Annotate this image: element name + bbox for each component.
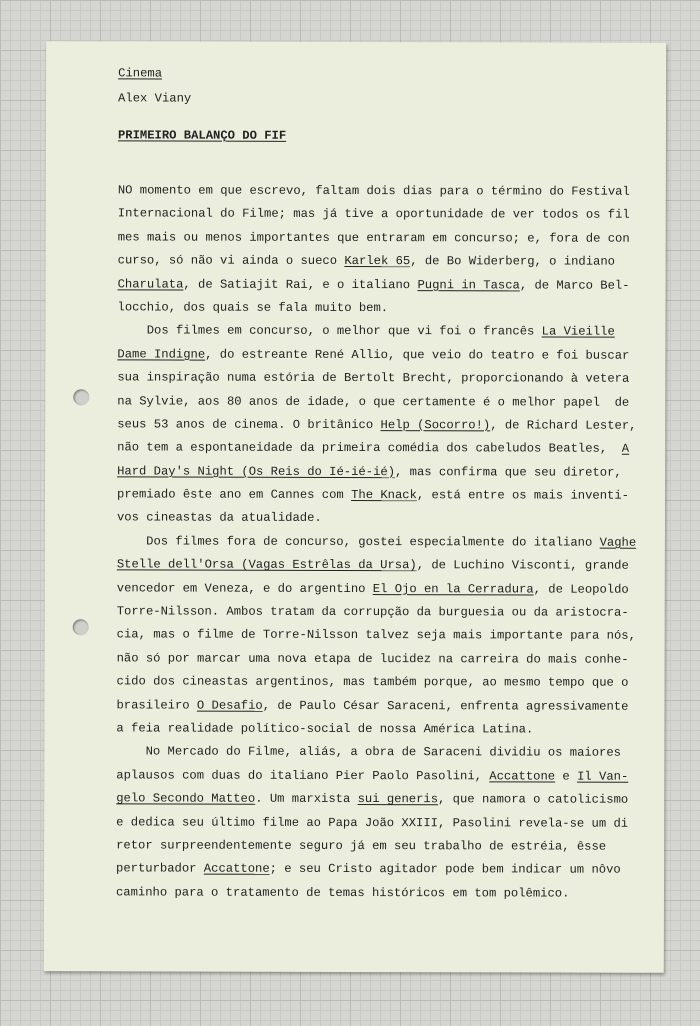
text-segment: caminho para o tratamento de temas históricos em tom polêmico. bbox=[115, 885, 570, 901]
text-line bbox=[117, 367, 657, 392]
text-line bbox=[118, 203, 658, 228]
text-segment: Dos filmes fora de concurso, gostei especialmente do italiano bbox=[116, 534, 600, 550]
text-line bbox=[117, 390, 657, 415]
text-line bbox=[117, 413, 657, 438]
underlined-title: sui generis bbox=[357, 792, 439, 807]
text-line bbox=[117, 483, 657, 508]
text-line bbox=[116, 858, 656, 883]
text-segment: a feia realidade político-social de nossa América Latina. bbox=[116, 721, 534, 737]
text-segment: , do estreante René Allio, que veio do teatro e foi buscar bbox=[205, 347, 630, 363]
text-line bbox=[116, 834, 656, 859]
underlined-title: Charulata bbox=[117, 276, 184, 292]
text-segment: cido dos cineastas argentinos, mas também porque, ao mesmo tempo que o bbox=[116, 674, 629, 690]
text-line bbox=[117, 671, 657, 696]
text-segment: Internacional do Filme; mas já tive a oportunidade de ver todos os fil bbox=[117, 206, 630, 223]
text-segment: seus 53 anos de cinema. O britânico bbox=[117, 417, 381, 432]
page-header bbox=[118, 61, 191, 111]
text-segment: na Sylvie, aos 80 anos de idade, o que certamente é o melhor papel de bbox=[117, 393, 630, 410]
text-segment: ; e seu Cristo agitador pode bem indicar um nôvo bbox=[269, 862, 621, 878]
underlined-title: La Vieille bbox=[541, 324, 615, 340]
underlined-title: Help (Socorro!) bbox=[380, 417, 491, 433]
text-segment: , de Richard Lester, bbox=[490, 418, 637, 433]
underlined-title: Pugni in Tasca bbox=[417, 277, 520, 292]
text-segment: e dedica seu último filme ao Papa João XXIII, Pasolini revela-se um di bbox=[116, 814, 629, 831]
text-line bbox=[116, 764, 656, 789]
text-line bbox=[117, 343, 657, 368]
text-segment: , de Bo Widerberg, o indiano bbox=[410, 254, 616, 269]
text-line bbox=[117, 507, 657, 532]
text-line bbox=[117, 624, 657, 649]
underlined-title: Il Van- bbox=[577, 769, 629, 784]
text-segment: , mas confirma que seu diretor, bbox=[394, 464, 622, 480]
text-line bbox=[116, 717, 656, 742]
underlined-title: Vaghe bbox=[599, 535, 637, 550]
text-line bbox=[117, 600, 657, 625]
punch-hole bbox=[73, 389, 89, 405]
text-segment: , de Paulo César Saraceni, enfrenta agressivamente bbox=[262, 698, 629, 714]
punch-hole bbox=[73, 619, 89, 635]
author-name: Alex Viany bbox=[118, 91, 192, 106]
underlined-title: O Desafio bbox=[196, 698, 263, 713]
text-segment: mes mais ou menos importantes que entraram em concurso; e, fora de con bbox=[117, 230, 630, 246]
text-line bbox=[116, 881, 656, 906]
text-line bbox=[116, 811, 656, 836]
underlined-title: Karlek 65 bbox=[344, 254, 411, 269]
text-segment: locchio, dos quais se fala muito bem. bbox=[117, 300, 389, 316]
text-segment: . Um marxista bbox=[255, 791, 358, 807]
text-line bbox=[117, 437, 657, 462]
text-segment: vos cineastas da atualidade. bbox=[116, 510, 322, 526]
text-segment: cia, mas o filme de Torre-Nilsson talvez seja mais importante para nós, bbox=[116, 627, 636, 644]
text-segment: No Mercado do Filme, aliás, a obra de Saraceni dividiu os maiores bbox=[116, 744, 622, 761]
typewritten-page bbox=[44, 41, 666, 973]
text-line bbox=[116, 694, 656, 719]
text-segment: , de Marco Bel- bbox=[519, 277, 630, 293]
article-title: PRIMEIRO BALANÇO DO FIF bbox=[117, 128, 287, 143]
text-line bbox=[117, 530, 657, 555]
text-segment: , que namora o catolicismo bbox=[438, 792, 629, 807]
underlined-title: Dame Indigne bbox=[117, 347, 206, 362]
text-segment: , de Leopoldo bbox=[533, 582, 629, 597]
text-line bbox=[118, 250, 658, 275]
article-body bbox=[116, 179, 658, 906]
text-segment: , está entre os mais inventi- bbox=[416, 488, 630, 503]
text-segment: , de Luchino Visconti, grande bbox=[416, 558, 629, 573]
text-line bbox=[116, 788, 656, 813]
underlined-title: Accattone bbox=[489, 769, 556, 784]
underlined-title: gelo Secondo Matteo bbox=[116, 791, 256, 806]
underlined-title: El Ojo en la Cerradura bbox=[372, 581, 534, 597]
text-line bbox=[117, 554, 657, 579]
text-segment: sua inspiração numa estória de Bertolt Brecht, proporcionando à vetera bbox=[117, 370, 630, 386]
text-segment: aplausos com duas do italiano Pier Paolo Pasolini, bbox=[116, 768, 490, 784]
text-segment: e bbox=[555, 769, 578, 784]
text-line bbox=[118, 179, 658, 204]
text-line bbox=[117, 320, 657, 345]
text-segment: curso, só não vi ainda o sueco bbox=[117, 253, 345, 269]
text-line bbox=[117, 296, 657, 321]
underlined-title: Accattone bbox=[203, 861, 270, 877]
text-segment: , de Satiajit Rai, e o italiano bbox=[183, 277, 418, 292]
text-segment: premiado êste ano em Cannes com bbox=[117, 487, 352, 503]
underlined-title: The Knack bbox=[351, 488, 417, 503]
underlined-title: Stelle dell'Orsa (Vagas Estrêlas da Ursa) bbox=[116, 557, 417, 573]
text-line bbox=[117, 577, 657, 602]
text-segment: Torre-Nilsson. Ambos tratam da corrupção da burguesia ou da aristocra- bbox=[116, 604, 629, 620]
text-segment: não só por marcar uma nova etapa de lucidez na carreira do mais conhe- bbox=[116, 651, 629, 667]
text-segment: Dos filmes em concurso, o melhor que vi foi o francês bbox=[117, 323, 542, 339]
text-segment: retor surpreendentemente seguro já em seu trabalho de estréia, êsse bbox=[116, 838, 607, 854]
text-line bbox=[118, 273, 658, 298]
text-line bbox=[117, 460, 657, 485]
text-line bbox=[117, 647, 657, 672]
section-label: Cinema bbox=[118, 66, 163, 81]
underlined-title: Hard Day's Night (Os Reis do Ié-ié-ié) bbox=[117, 464, 396, 479]
text-segment: perturbador bbox=[116, 861, 204, 876]
text-line bbox=[118, 226, 658, 251]
underlined-title: A bbox=[621, 441, 630, 457]
text-segment: brasileiro bbox=[116, 697, 197, 713]
text-line bbox=[116, 741, 656, 766]
text-segment: NO momento em que escrevo, faltam dois dias para o término do Festival bbox=[117, 183, 630, 199]
text-segment: vencedor em Veneza, e do argentino bbox=[116, 581, 373, 596]
text-segment: não tem a espontaneidade da primeira comédia dos cabeludos Beatles, bbox=[117, 440, 622, 456]
